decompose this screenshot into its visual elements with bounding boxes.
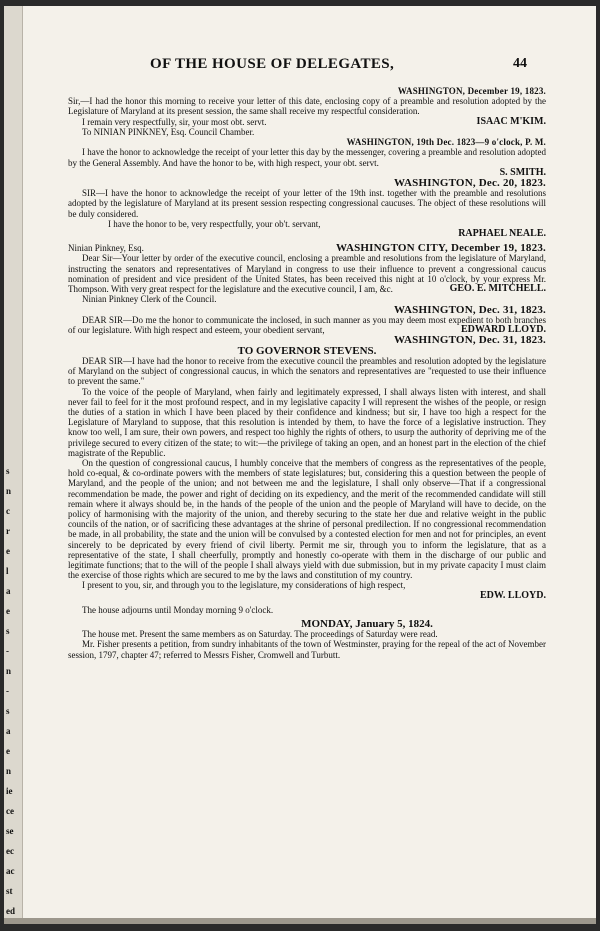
letter-neale (68, 178, 546, 239)
letter-to-governor (68, 335, 546, 600)
gutter-fragment: a (6, 586, 11, 596)
gutter-fragment: st (6, 886, 13, 896)
gutter-fragment: n (6, 486, 12, 496)
signature: EDW. LLOYD. (479, 589, 546, 601)
dateline: WASHINGTON, Dec. 31, 1823. (394, 334, 546, 347)
letter-body: SIR—I have the honor to acknowledge the receipt of your letter of the 19th inst. together with the preamble and resolutions adopted by the legislature of Maryland at its present session respecting congressional caucuses. The object of these resolutions will be duly considered. (68, 188, 546, 219)
adjournment-note: The house adjourns until Monday morning 9 o'clock. (82, 604, 274, 615)
addressee: To NINIAN PINKNEY, Esq. Council Chamber. (82, 127, 255, 138)
gutter-fragment: e (6, 746, 10, 756)
monday-proceedings (68, 619, 546, 660)
dateline: WASHINGTON, Dec. 31, 1823. (394, 303, 546, 316)
gutter-fragment: ec (6, 846, 14, 856)
gutter-fragment: n (6, 766, 12, 776)
signature: EDWARD LLOYD. (460, 324, 546, 336)
text-column (68, 6, 546, 660)
gutter-fragment: n (6, 666, 12, 676)
gutter-fragment: ie (6, 786, 13, 796)
paragraph: I present to you, sir, and through you to the legislature, my considerations of high respect, (82, 580, 406, 591)
gutter-fragment: ed (6, 906, 15, 916)
gutter-fragment: e (6, 606, 10, 616)
gutter-fragment: r (6, 526, 10, 536)
adjacent-page-gutter (4, 6, 23, 924)
gutter-fragment: s (6, 626, 10, 636)
scan-edge (4, 918, 596, 924)
paragraph: Mr. Fisher presents a petition, from sundry inhabitants of the town of Westminster, praying for the repeal of the act of November session, 1797, chapter 47; referred to Messrs Fisher, Cromwell and Turbutt. (68, 639, 546, 660)
dateline: WASHINGTON, 19th Dec. 1823—9 o'clock, P. M. (346, 137, 546, 148)
paragraph: On the question of congressional caucus, I humbly conceive that the members of congress as the representatives of the people, hold co-equal, & co-ordinate powers with the members of state legislatures; but, considering this a question between the people of Maryland, and the people of the union; and not between me and the legislature, I shall only observe—That if a congressional recommendation be made, the power and right of deciding on its expediency, and the merit of the recommended candidate will still remain where it always should be, in the hands of the people of the union and the people of Maryland will have to decide, on the policy of harmonising with the majority of the union, and thereby securing to the state her due and relative weight in the public councils of the nation, or of sacrificing these advantages at the shrine of personal predilection. If no congressional recommendation be made, in all probability, the state and the union will be convulsed by a contested election for men and not for principles, an event sincerely to be depricated by every friend of civil liberty. Permit me sir, through you to inform the legislature, that as a representative of the state, I shall cheerfully, promptly and honestly co-operate with them in the discharge of our public and legitimate functions; that to the will of the people I shall always yield with due submission, but in my private capacity I must claim the exercise of those rights which are secured to me by the laws and constitution of my country. (68, 457, 546, 581)
signature: GEO. E. MITCHELL. (449, 283, 546, 295)
letter-body: I have the honor to acknowledge the receipt of your letter this day by the messenger, covering a preamble and resolution adopted by the General Assembly. And have the honor to be, with high respect, your obt. servt. (68, 147, 546, 168)
paragraph: DEAR SIR—I have had the honor to receive from the executive council the preambles and resolution adopted by the legislature of Maryland on the subject of congressional caucus, in which the senators and representatives are "requested to use their influence to prevent the same." (68, 355, 546, 387)
gutter-fragment: s (6, 706, 10, 716)
signature: S. SMITH. (499, 166, 546, 178)
gutter-fragment: - (6, 686, 9, 696)
gutter-fragment: se (6, 826, 14, 836)
gutter-fragment: l (6, 566, 9, 576)
letter-mitchell (68, 243, 546, 304)
gutter-fragment: c (6, 506, 10, 516)
gutter-fragment: s (6, 466, 10, 476)
signature: RAPHAEL NEALE. (458, 228, 546, 240)
signature: ISAAC M'KIM. (476, 115, 546, 127)
document-page (4, 6, 596, 924)
letter-closing: I have the honor to be, very respectfully, your ob't. servant, (108, 218, 321, 229)
gutter-fragment: ac (6, 866, 15, 876)
addressee: Ninian Pinkney, Esq. (68, 243, 144, 254)
letter-closing: I remain very respectfully, sir, your most obt. servt. (82, 116, 267, 127)
gutter-fragment: e (6, 546, 10, 556)
letter-heading: TO GOVERNOR STEVENS. (237, 344, 377, 357)
gutter-fragment: ce (6, 806, 14, 816)
page-header-title: OF THE HOUSE OF DELEGATES, (150, 56, 395, 72)
paragraph: To the voice of the people of Maryland, when fairly and legitimately expressed, I shall always listen with interest, and shall never fail to feel for it the most profound respect, and in my legislative capacity I will represent the wishes of the people, or resign the duties of a station in which I have been placed by their confidence and kindness; but sir, I have too high a respect for the Legislature of Maryland to suppose, that this resolution is intended by them, to have the force of a legislative instruction. They know too well, I am sure, their own powers, and respect too highly the rights of others, to usurp the authority of depriving me of the privilege secured to every citizen of the state; to wit:—the privilege of taking an open, and an honest part in the election of the chief magistrate of the Republic. (68, 386, 546, 458)
addressee: Ninian Pinkney Clerk of the Council. (82, 294, 217, 305)
dateline: WASHINGTON, December 19, 1823. (397, 86, 546, 96)
letter-body: Sir,—I had the honor this morning to receive your letter of this date, enclosing copy of a preamble and resolution adopted by the Legislature of Maryland at its present session, the same shall receive my respectful consideration. (68, 96, 546, 117)
dateline: WASHINGTON, Dec. 20, 1823. (394, 177, 546, 190)
gutter-fragment: a (6, 726, 11, 736)
dateline: MONDAY, January 5, 1824. (301, 617, 433, 630)
gutter-fragment: - (6, 646, 9, 656)
letter-body: Dear Sir—Your letter by order of the executive council, enclosing a preamble and resolutions from the legislature of Maryland, instructing the senators and representatives of Maryland in congress to use their influence to prevent a congressional caucus nomination of president and vice president of the United States, has been received this night at 10 o'clock, by your express Mr. Thompson. With very great respect for the legislature and the executive council, I am, &c. (68, 253, 546, 295)
page-number: 44 (513, 56, 527, 71)
letter-mckim (68, 86, 546, 137)
addressee-dateline-row (68, 243, 546, 253)
letter-body: DEAR SIR—Do me the honor to communicate the inclosed, in such manner as you may deem most expedient to both branches of our legislature. With high respect and esteem, your obedient servant, (68, 314, 546, 336)
paragraph: The house met. Present the same members as on Saturday. The proceedings of Saturday were read. (82, 629, 438, 640)
dateline: WASHINGTON CITY, December 19, 1823. (335, 242, 546, 255)
letter-lloyd-short (68, 305, 546, 336)
letter-smith (68, 137, 546, 178)
